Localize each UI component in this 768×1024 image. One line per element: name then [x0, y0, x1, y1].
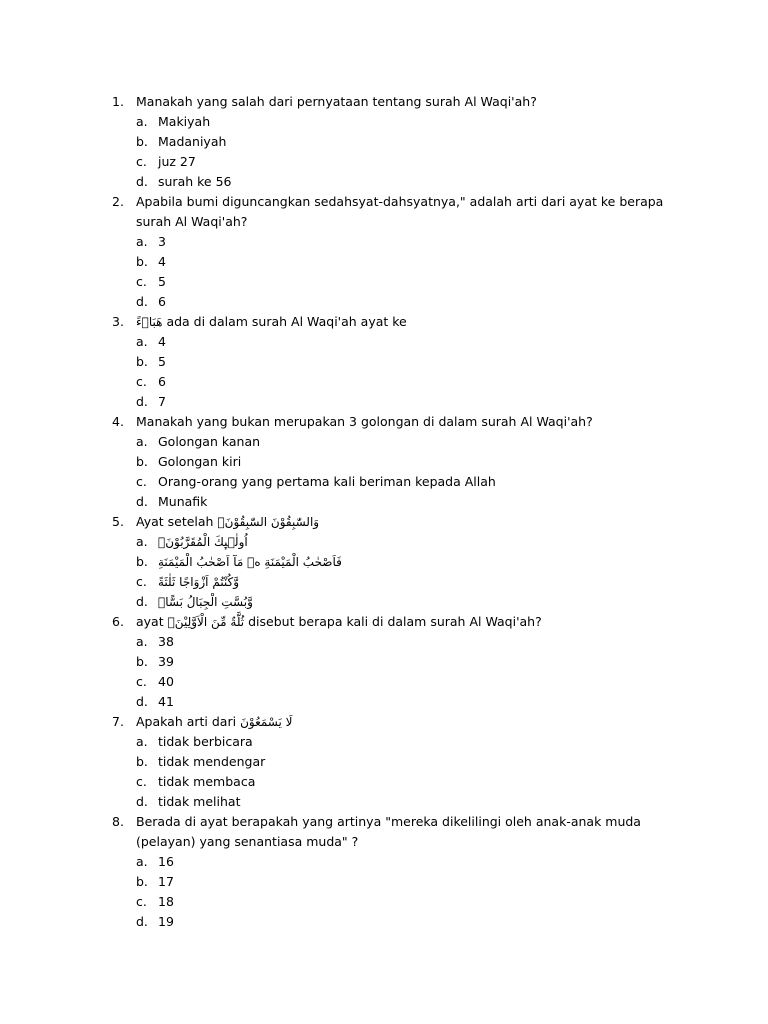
option-c: c. tidak membaca [136, 774, 256, 789]
question-text: ayat [136, 614, 164, 629]
option-c: c. Orang-orang yang pertama kali beriman kepada Allah [136, 474, 496, 489]
option-d: d. tidak melihat [136, 794, 241, 809]
option-d: d. 19 [136, 914, 174, 929]
question-number: 8. [112, 814, 124, 829]
option-b: b. tidak mendengar [136, 754, 266, 769]
option-a: a. اُولٰۤىِٕكَ الْمُقَرَّبُوْنَۚ [136, 534, 248, 549]
option-a: a. Golongan kanan [136, 434, 261, 449]
question-number: 6. [112, 614, 124, 629]
option-b: b. Madaniyah [136, 134, 227, 149]
option-d: d. surah ke 56 [136, 174, 232, 189]
option-b: b. 17 [136, 874, 174, 889]
question-text: Ayat setelah [136, 514, 214, 529]
question-text: Manakah yang bukan merupakan 3 golongan di dalam surah Al Waqi'ah? [136, 414, 593, 429]
option-d: d. 6 [136, 294, 166, 309]
question-number: 3. [112, 314, 124, 329]
option-c: c. 5 [136, 274, 166, 289]
arabic-text: ثُلَّةٌ مِّنَ الْاَوَّلِيْنَۙ [167, 615, 245, 629]
question-number: 5. [112, 514, 124, 529]
option-c: c. 18 [136, 894, 174, 909]
question-5 [112, 512, 672, 612]
question-2 [112, 192, 672, 312]
option-c: c. juz 27 [136, 154, 196, 169]
question-number: 7. [112, 714, 124, 729]
option-a: a. Makiyah [136, 114, 211, 129]
question-text: Berada di ayat berapakah yang artinya "mereka dikelilingi oleh anak-anak muda (pelayan) yang senantiasa muda" ? [136, 814, 641, 849]
option-d: d. 41 [136, 694, 174, 709]
option-a: a. 38 [136, 634, 174, 649]
option-c: c. وَّكُنْتُمْ اَزْوَاجًا ثَلٰثَةً [136, 574, 240, 589]
question-3 [112, 312, 672, 412]
option-c: c. 6 [136, 374, 166, 389]
option-a: a. 3 [136, 234, 166, 249]
option-d: d. Munafik [136, 494, 208, 509]
option-b: b. 4 [136, 254, 166, 269]
option-c: c. 40 [136, 674, 174, 689]
arabic-text: هَبَاۤءً [136, 315, 163, 329]
option-d: d. وَّبُسَّتِ الْجِبَالُ بَسًّاۙ [136, 594, 253, 609]
question-text: Manakah yang salah dari pernyataan tentang surah Al Waqi'ah? [136, 94, 537, 109]
question-number: 4. [112, 414, 124, 429]
option-b: b. 39 [136, 654, 174, 669]
question-1 [112, 92, 672, 192]
question-number: 1. [112, 94, 124, 109]
option-a: a. 16 [136, 854, 174, 869]
arabic-text: لَا يَسْمَعُوْنَ [240, 715, 293, 729]
question-list [112, 92, 672, 932]
question-7 [112, 712, 672, 812]
question-text-after: disebut berapa kali di dalam surah Al Waqi'ah? [248, 614, 542, 629]
question-6 [112, 612, 672, 712]
question-4 [112, 412, 672, 512]
option-a: a. tidak berbicara [136, 734, 253, 749]
option-d: d. 7 [136, 394, 166, 409]
arabic-text: وَالسّٰبِقُوْنَ السّٰبِقُوْنَۙ [217, 515, 320, 529]
question-text: Apakah arti dari [136, 714, 237, 729]
option-a: a. 4 [136, 334, 166, 349]
option-b: b. Golongan kiri [136, 454, 242, 469]
option-b: b. فَاَصْحٰبُ الْمَيْمَنَةِ ەۙ مَآ اَصْحٰبُ الْمَيْمَنَةِ [136, 554, 342, 569]
question-text: Apabila bumi diguncangkan sedahsyat-dahsyatnya," adalah arti dari ayat ke berapa surah Al Waqi'ah? [136, 194, 664, 229]
question-text: ada di dalam surah Al Waqi'ah ayat ke [166, 314, 407, 329]
option-b: b. 5 [136, 354, 166, 369]
question-8 [112, 812, 672, 932]
question-number: 2. [112, 194, 124, 209]
